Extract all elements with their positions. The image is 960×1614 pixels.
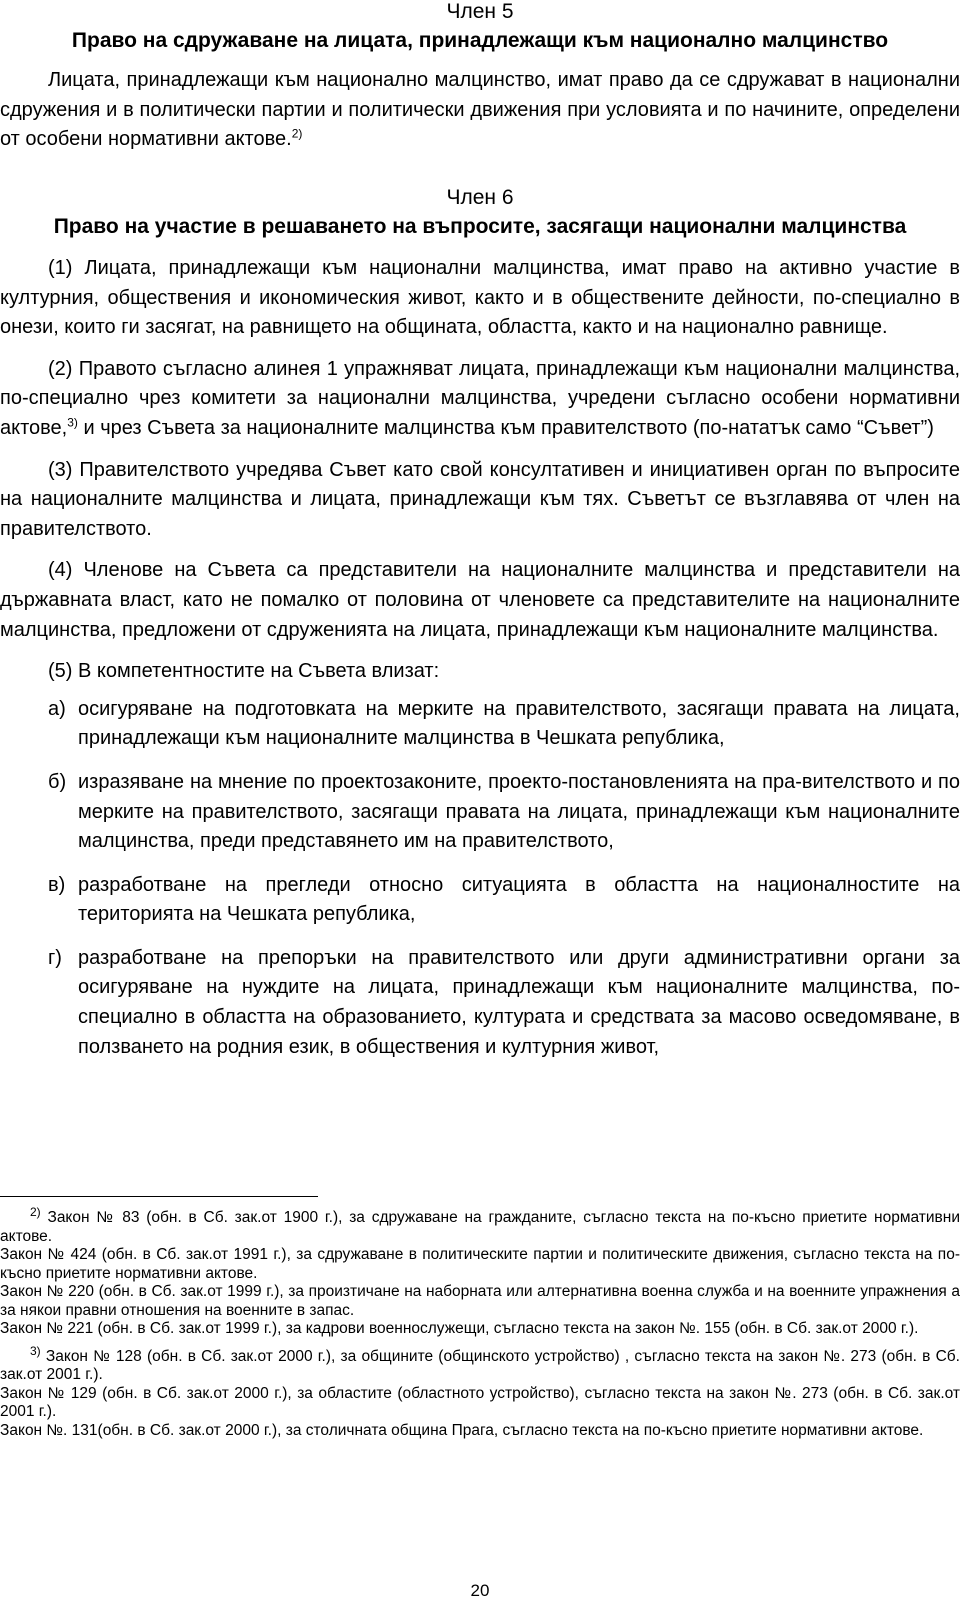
footnote-3-line: Закон № 129 (обн. в Сб. зак.от 2000 г.), за областите (областното устройство), съгласно текста на закон №. 273 (обн. в Сб. зак.от 2001 г.). [0, 1384, 960, 1420]
list-item-text: разработване на прегледи относно ситуацията в областта на националностите на територията на Чешката република, [78, 873, 960, 926]
article-6 [0, 186, 960, 1062]
article-6-heading: Член 6 [446, 186, 514, 209]
footnote-2-line: Закон № 424 (обн. в Сб. зак.от 1991 г.), за сдружаване в политическите партии и политическите движения, съгласно текста на по-късно приетите нормативни актове. [0, 1246, 960, 1282]
list-item-c [0, 871, 960, 930]
footnote-2-text: Закон № 83 (обн. в Сб. зак.от 1900 г.), за сдружаване на гражданите, съгласно текста на по-късно приетите нормативни актове. [0, 1209, 960, 1245]
footnote-ref-2[interactable]: 2) [291, 126, 303, 141]
footnotes [0, 1204, 960, 1440]
article-5-text [0, 66, 960, 155]
list-item-text: изразяване на мнение по проектозаконите, проекто-постановленията на пра-вителството и по мерките на правителството, засягащи правата на лицата, принадлежащи към националните малцинства, преди представянето им на правителството, [78, 770, 960, 853]
footnote-2-line: Закон № 220 (обн. в Сб. зак.от 1999 г.), за произтичане на наборната или алтернативна военна служба и на военните упражнения а за някои правни отношения на военните в запас. [0, 1283, 960, 1319]
list-item-a [0, 695, 960, 754]
footnote-3-text: Закон № 128 (обн. в Сб. зак.от 2000 г.), за общините (общинското устройство) , съгласно текста на закон №. 273 (обн. в Сб. зак.от 2001 г.). [0, 1347, 960, 1383]
footnote-2-line [0, 1204, 960, 1246]
list-item-b [0, 768, 960, 857]
list-marker: б) [48, 770, 67, 793]
footnote-3-marker: 3) [30, 1343, 41, 1358]
footnote-2-marker: 2) [30, 1204, 41, 1219]
list-item-text: осигуряване на подготовката на мерките на правителството, засягащи правата на лицата, принадлежащи към националните малцинства в Чешката република, [78, 697, 960, 750]
article-5 [0, 0, 960, 155]
footnote-ref-3[interactable]: 3) [67, 415, 78, 430]
page-number: 20 [470, 1581, 490, 1600]
list-marker: г) [48, 946, 62, 969]
list-item-d [0, 944, 960, 1062]
footnote-3-line [0, 1343, 960, 1385]
article-6-paragraph-3: (3) Правителството учредява Съвет като свой консултативен и инициативен орган по въпросите на националните малцинства и лицата, принадлежащи към тях. Съветът се възглавява от член на правителството. [0, 458, 960, 540]
article-5-title: Право на сдружаване на лицата, принадлежащи към национално малцинство [71, 29, 889, 52]
article-5-text-body: Лицата, принадлежащи към национално малцинство, имат право да се сдружават в национални сдружения и в политически партии и политически движения при условията и по начините, определени от особени нормативни актове. [0, 69, 960, 151]
footnote-2-line: Закон № 221 (обн. в Сб. зак.от 1999 г.), за кадрови военнослужещи, съгласно текста на закон №. 155 (обн. в Сб. зак.от 2000 г.). [0, 1320, 919, 1337]
list-marker: а) [48, 697, 66, 720]
article-6-paragraph-2-part-a: (2) Правото съгласно алинея 1 упражняват лицата, принадлежащи към национални малцинства, по-специално чрез комитети за национални малцинства, учредени съгласно особени нормативни актове, [0, 357, 960, 439]
article-6-paragraph-5: (5) В компетентностите на Съвета влизат: [48, 660, 440, 683]
list-item-text: разработване на препоръки на правителството или други административни органи за осигуряване на нуждите на лицата, принадлежащи към националните малцинства, по-специално в областта на образованието, културата и средствата за масово осведомяване, в ползването на родния език, в обществения и културния живот, [78, 946, 960, 1058]
list-marker: в) [48, 873, 66, 896]
article-6-paragraph-1: (1) Лицата, принадлежащи към национални малцинства, имат право на активно участие в културния, обществения и икономическия живот, както и в обществените дейности, по-специално в онези, които ги засягат, на равнището на общината, областта, както и на национално равнище. [0, 257, 960, 339]
article-5-heading: Член 5 [446, 0, 514, 23]
article-6-paragraph-4: (4) Членове на Съвета са представители на националните малцинства и представители на държавната власт, като не помалко от половина от членовете са представителите на националните малцинства, предложени от сдруженията на лицата, принадлежащи към националните малцинства. [0, 559, 960, 641]
article-6-title: Право на участие в решаването на въпросите, засягащи национални малцинства [53, 215, 907, 238]
article-6-paragraph-2 [0, 355, 960, 444]
footnote-separator [0, 1196, 318, 1197]
article-6-paragraph-2-part-b: и чрез Съвета за националните малцинства към правителството (по-нататък само “Съвет”) [77, 416, 934, 439]
footnote-3-line: Закон №. 131(обн. в Сб. зак.от 2000 г.), за столичната община Прага, съгласно текста на по-късно приетите нормативни актове. [0, 1421, 924, 1439]
